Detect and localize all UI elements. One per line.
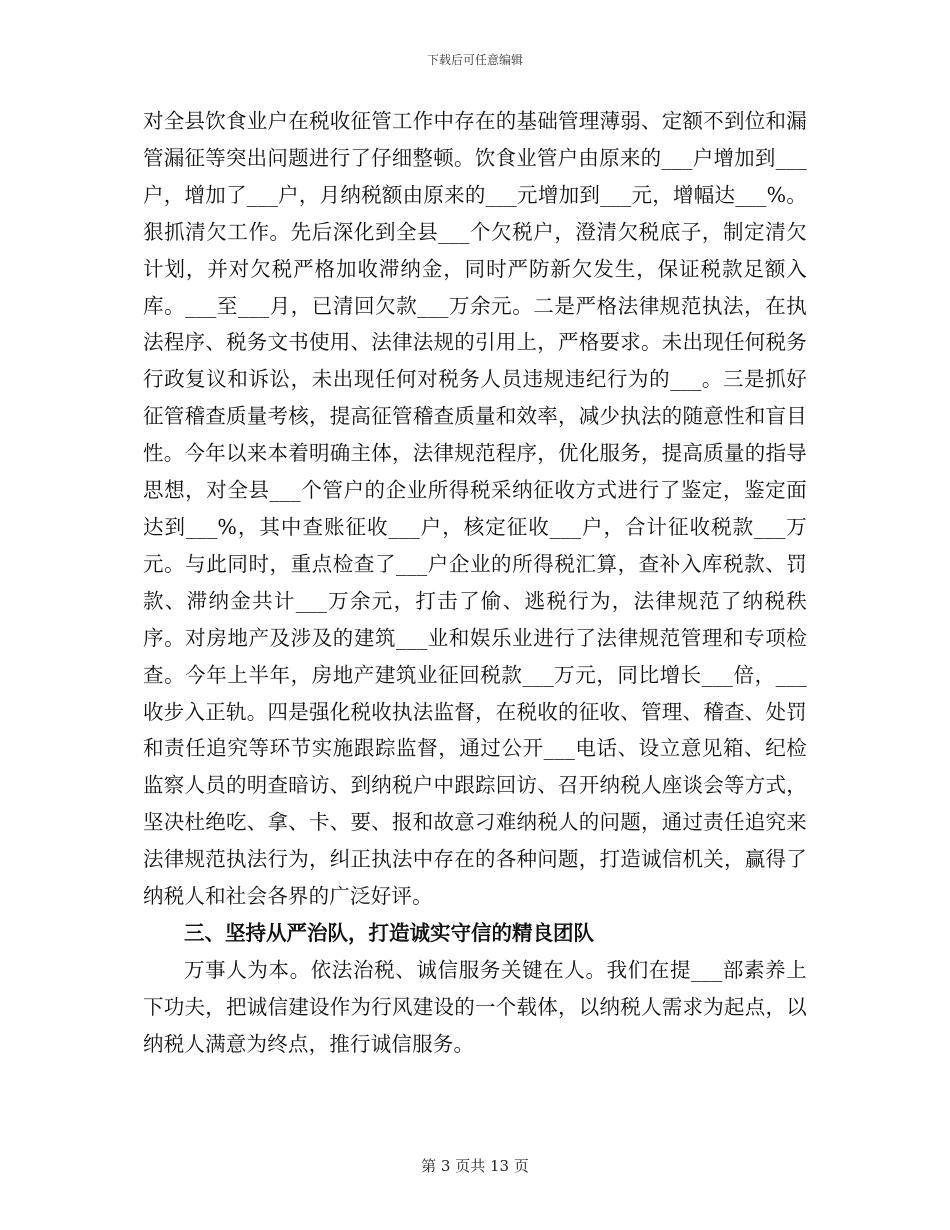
page-header: 下载后可任意编辑	[426, 53, 523, 67]
body-paragraph-2: 万事人为本。依法治税、诚信服务关键在人。我们在提___部素养上下功夫，把诚信建设作为行风建设的一个载体，以纳税人需求为起点，以纳税人满意为终点，推行诚信服务。	[143, 957, 807, 1056]
document-body	[143, 103, 807, 1063]
body-paragraph-1: 对全县饮食业户在税收征管工作中存在的基础管理薄弱、定额不到位和漏管漏征等突出问题进行了仔细整顿。饮食业管户由原来的___户增加到___户，增加了___户，月纳税额由原来的___元增加到___元，增幅达___%。狠抓清欠工作。先后深化到全县___个欠税户，澄清欠税底子，制定清欠计划，并对欠税严格加收滞纳金，同时严防新欠发生，保证税款足额入库。___至___月，已清回欠款___万余元。二是严格法律规范执法，在执法程序、税务文书使用、法律法规的引用上，严格要求。未出现任何税务行政复议和诉讼，未出现任何对税务人员违规违纪行为的___。三是抓好征管稽查质量考核，提高征管稽查质量和效率，减少执法的随意性和盲目性。今年以来本着明确主体，法律规范程序，优化服务，提高质量的指导思想，对全县___个管户的企业所得税采纳征收方式进行了鉴定，鉴定面达到___%，其中查账征收___户，核定征收___户，合计征收税款___万元。与此同时，重点检查了___户企业的所得税汇算，查补入库税款、罚款、滞纳金共计___万余元，打击了偷、逃税行为，法律规范了纳税秩序。对房地产及涉及的建筑___业和娱乐业进行了法律规范管理和专项检查。今年上半年，房地产建筑业征回税款___万元，同比增长___倍，___收步入正轨。四是强化税收执法监督，在税收的征收、管理、稽查、处罚和责任追究等环节实施跟踪监督，通过公开___电话、设立意见箱、纪检监察人员的明查暗访、到纳税户中跟踪回访、召开纳税人座谈会等方式，坚决杜绝吃、拿、卡、要、报和故意刁难纳税人的问题，通过责任追究来法律规范执法行为，纠正执法中存在的各种问题，打造诚信机关，赢得了纳税人和社会各界的广泛好评。	[143, 109, 807, 909]
section-heading: 三、坚持从严治队，打造诚实守信的精良团队	[184, 920, 594, 945]
page-number: 第 3 页共 13 页	[421, 1157, 529, 1175]
